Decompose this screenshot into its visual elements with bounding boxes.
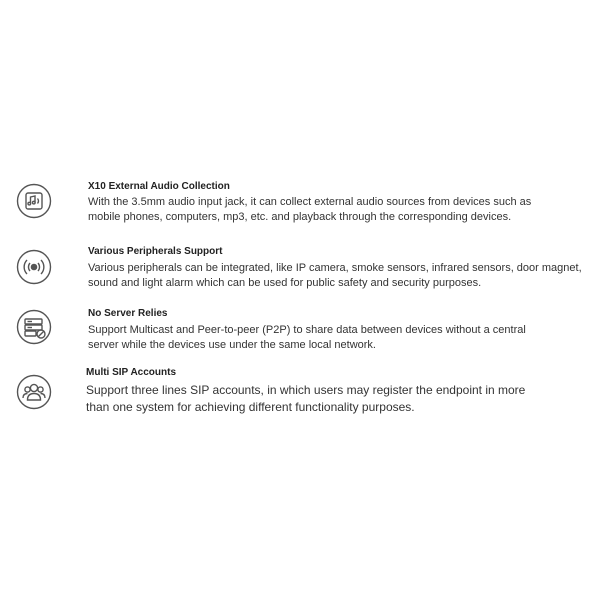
users-group-icon [16, 374, 52, 410]
feature-title: Various Peripherals Support [88, 246, 223, 257]
feature-description: Support three lines SIP accounts, in which users may register the endpoint in more than one system for achieving different functionality purposes. [86, 383, 526, 414]
feature-description: With the 3.5mm audio input jack, it can collect external audio sources from devices such as mobile phones, computers, mp3, etc. and playback through the corresponding devices. [88, 196, 532, 223]
feature-title: X10 External Audio Collection [88, 181, 230, 192]
broadcast-signal-icon [16, 249, 52, 285]
audio-file-icon [16, 183, 52, 219]
feature-description: Support Multicast and Peer-to-peer (P2P) to share data between devices without a central server while the devices use under the same local network. [88, 324, 526, 351]
no-server-icon [16, 309, 52, 345]
feature-title: Multi SIP Accounts [86, 367, 177, 378]
feature-title: No Server Relies [88, 308, 168, 319]
feature-description: Various peripherals can be integrated, like IP camera, smoke sensors, infrared sensors, door magnet, sound and light alarm which can be used for public safety and security purposes. [88, 262, 582, 289]
